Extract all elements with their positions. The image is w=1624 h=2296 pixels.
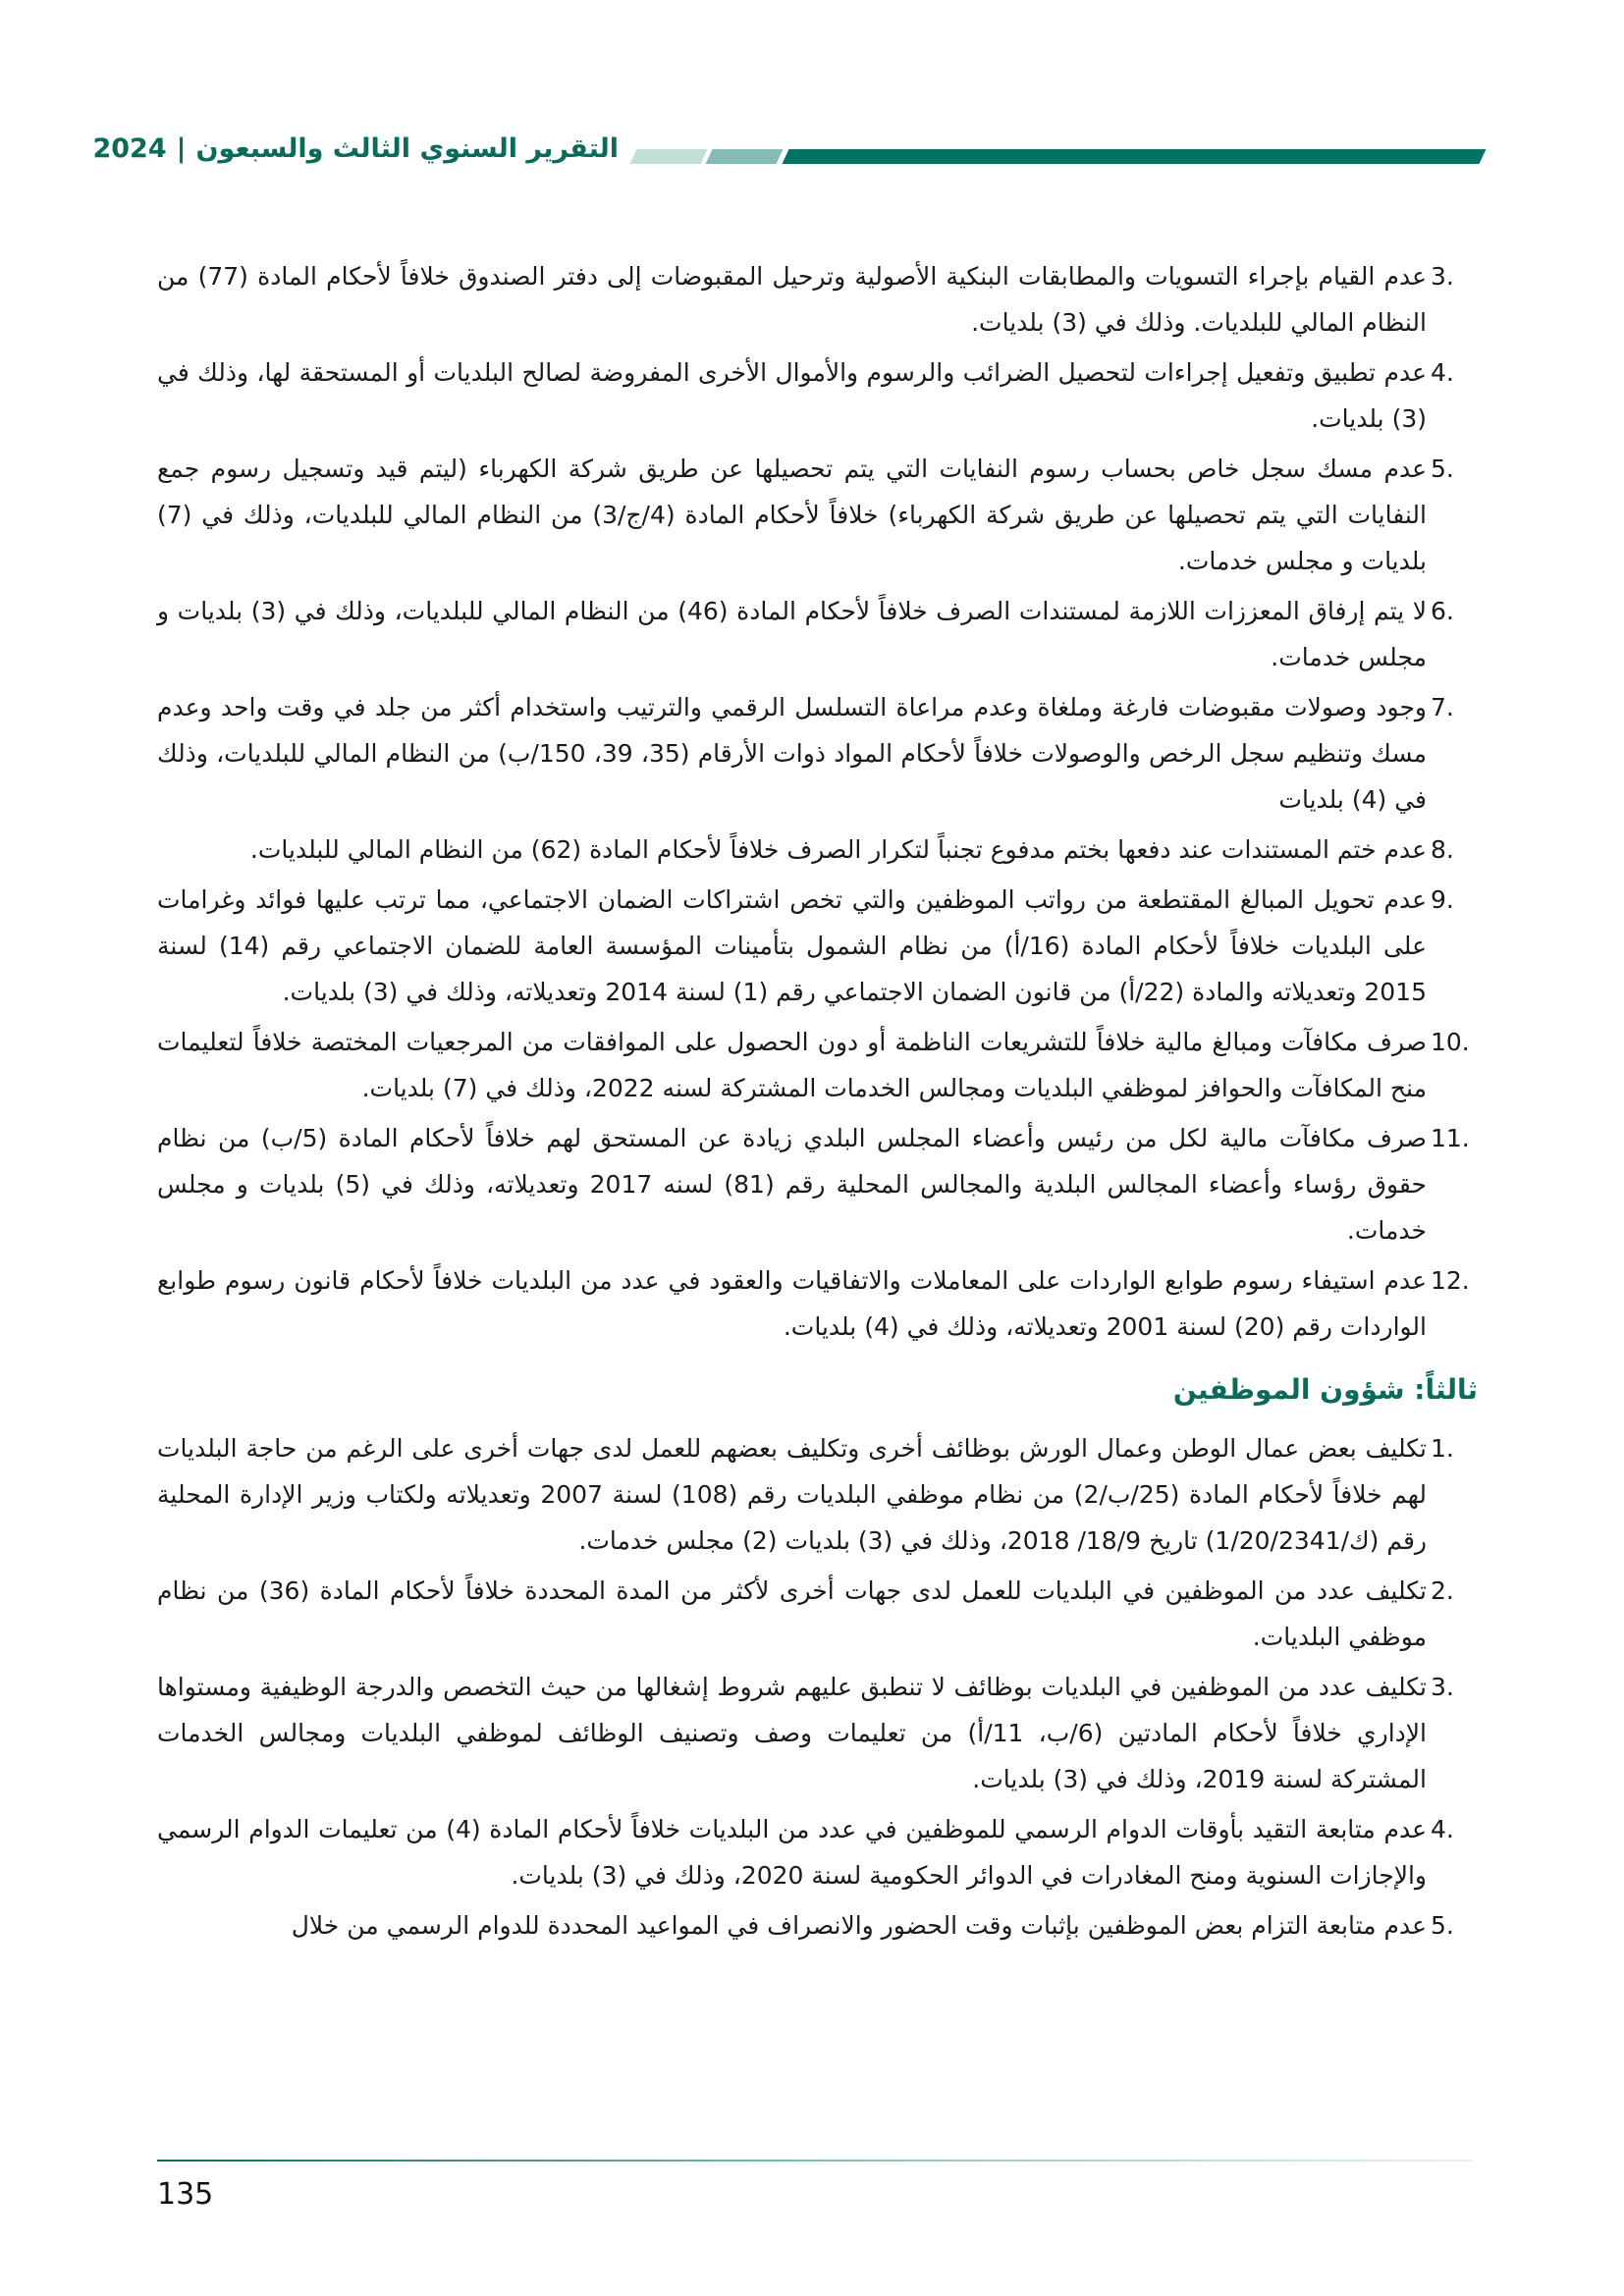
list-item [157,1664,1478,1802]
item-text: تكليف بعض عمال الوطن وعمال الورش بوظائف أخرى وتكليف بعضهم للعمل لدى جهات أخرى على الرغم من حاجة البلديات لهم خلافاً لأحكام المادة (25/ب/2) من نظام موظفي البلديات رقم (108) لسنة 2007 وتعديلاته ولكتاب وزير الإدارة المحلية رقم (ك/1/20/2341) تاريخ 18/9/ 2018، وذلك في (3) بلديات (2) مجلس خدمات. [157,1434,1427,1555]
item-text: عدم استيفاء رسوم طوابع الواردات على المعاملات والاتفاقيات والعقود في عدد من البلديات خلافاً لأحكام قانون رسوم طوابع الواردات رقم (20) لسنة 2001 وتعديلاته، وذلك في (4) بلديات. [157,1266,1427,1341]
list-item [157,1568,1478,1660]
item-text: عدم متابعة التقيد بأوقات الدوام الرسمي للموظفين في عدد من البلديات خلافاً لأحكام المادة (4) من تعليمات الدوام الرسمي والإجازات السنوية ومنح المغادرات في الدوائر الحكومية لسنة 2020، وذلك في (3) بلديات. [157,1815,1427,1890]
list-item [157,1806,1478,1898]
report-year: 2024 [92,133,167,164]
item-text: عدم متابعة التزام بعض الموظفين بإثبات وقت الحضور والانصراف في المواعيد المحددة للدوام الرسمي من خلال [291,1911,1427,1940]
item-text: عدم مسك سجل خاص بحساب رسوم النفايات التي يتم تحصيلها عن طريق شركة الكهرباء (ليتم قيد وتسجيل رسوم جمع النفايات التي يتم تحصيلها عن طريق شركة الكهرباء) خلافاً لأحكام المادة (4/ج/3) من النظام المالي للبلديات، وذلك في (7) بلديات و مجلس خدمات. [157,454,1427,575]
item-text: صرف مكافآت ومبالغ مالية خلافاً للتشريعات الناظمة أو دون الحصول على الموافقات من المرجعيات المختصة خلافاً لتعليمات منح المكافآت والحوافز لموظفي البلديات ومجالس الخدمات المشتركة لسنه 2022، وذلك في (7) بلديات. [157,1028,1427,1102]
item-number: 6. [1431,597,1454,625]
item-number: 9. [1431,885,1454,914]
page-number: 135 [157,2177,214,2212]
item-number: 11. [1431,1124,1470,1152]
list-item [157,1902,1478,1949]
list-item [157,1425,1478,1564]
list-item [157,1257,1478,1350]
header-bar-light [630,149,708,164]
findings-list [157,253,1478,1350]
list-item [157,446,1478,584]
item-number: 12. [1431,1266,1470,1295]
footer-divider [157,2160,1473,2162]
list-item [157,684,1478,823]
item-text: لا يتم إرفاق المعززات اللازمة لمستندات الصرف خلافاً لأحكام المادة (46) من النظام المالي للبلديات، وذلك في (3) بلديات و مجلس خدمات. [157,597,1428,671]
section-heading: ثالثاً: شؤون الموظفين [1172,1373,1478,1406]
item-number: 1. [1431,1434,1454,1463]
list-item [157,1019,1478,1111]
report-title [92,133,619,164]
list-item [157,588,1478,680]
item-number: 3. [1431,1673,1454,1701]
list-item [157,877,1478,1015]
item-text: تكليف عدد من الموظفين في البلديات بوظائف لا تنطبق عليهم شروط إشغالها من حيث التخصص والدرجة الوظيفية ومستواها الإداري خلافاً لأحكام المادتين (6/ب، 11/أ) من تعليمات وصف وتصنيف الوظائف لموظفي البلديات ومجالس الخدمات المشتركة لسنة 2019، وذلك في (3) بلديات. [157,1673,1427,1793]
header-bar-dark [783,149,1487,164]
list-item [157,827,1478,873]
header-bar-mid [706,149,784,164]
list-item [157,253,1478,346]
page-body [157,253,1478,1952]
item-text: وجود وصولات مقبوضات فارغة وملغاة وعدم مراعاة التسلسل الرقمي والترتيب واستخدام أكثر من جلد في وقت واحد وعدم مسك وتنظيم سجل الرخص والوصولات خلافاً لأحكام المواد ذوات الأرقام (35، 39، 150/ب) من النظام المالي للبلديات، وذلك في (4) بلديات [157,693,1428,814]
item-number: 7. [1431,693,1454,721]
item-text: صرف مكافآت مالية لكل من رئيس وأعضاء المجلس البلدي زيادة عن المستحق لهم خلافاً لأحكام المادة (5/ب) من نظام حقوق رؤساء وأعضاء المجالس البلدية والمجالس المحلية رقم (81) لسنه 2017 وتعديلاته، وذلك في (5) بلديات و مجلس خدمات. [157,1124,1427,1245]
item-number: 5. [1431,454,1454,483]
item-text: عدم ختم المستندات عند دفعها بختم مدفوع تجنباً لتكرار الصرف خلافاً لأحكام المادة (62) من النظام المالي للبلديات. [249,835,1427,864]
item-number: 3. [1431,262,1454,291]
header-separator: | [176,133,187,164]
staff-findings-list [157,1425,1478,1949]
item-text: عدم تطبيق وتفعيل إجراءات لتحصيل الضرائب والرسوم والأموال الأخرى المفروضة لصالح البلديات أو المستحقة لها، وذلك في (3) بلديات. [157,358,1427,433]
item-number: 5. [1431,1911,1454,1940]
item-text: عدم القيام بإجراء التسويات والمطابقات البنكية الأصولية وترحيل المقبوضات إلى دفتر الصندوق خلافاً لأحكام المادة (77) من النظام المالي للبلديات. وذلك في (3) بلديات. [157,262,1427,337]
item-number: 8. [1431,835,1454,864]
item-number: 4. [1431,1815,1454,1843]
report-title-text: التقرير السنوي الثالث والسبعون [195,133,619,164]
item-text: تكليف عدد من الموظفين في البلديات للعمل لدى جهات أخرى لأكثر من المدة المحددة خلافاً لأحكام المادة (36) من نظام موظفي البلديات. [157,1576,1427,1651]
item-number: 4. [1431,358,1454,387]
list-item [157,1115,1478,1254]
item-text: عدم تحويل المبالغ المقتطعة من رواتب الموظفين والتي تخص اشتراكات الضمان الاجتماعي، مما ترتب عليها فوائد وغرامات على البلديات خلافاً لأحكام المادة (16/أ) من نظام الشمول بتأمينات المؤسسة العامة للضمان الاجتماعي رقم (14) لسنة 2015 وتعديلاته والمادة (22/أ) من قانون الضمان الاجتماعي رقم (1) لسنة 2014 وتعديلاته، وذلك في (3) بلديات. [157,885,1427,1006]
item-number: 2. [1431,1576,1454,1605]
item-number: 10. [1431,1028,1470,1056]
list-item [157,349,1478,442]
